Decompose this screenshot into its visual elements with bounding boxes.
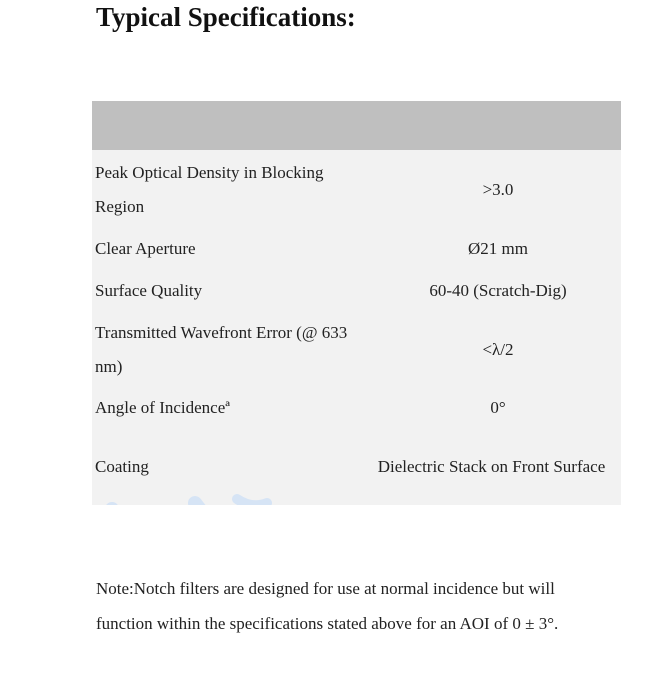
spec-value-coating: Dielectric Stack on Front Surface [377, 457, 606, 476]
spec-label-coating: Coating [95, 457, 149, 476]
spec-value-clear-aperture: Ø21 mm [468, 239, 528, 258]
spec-value-surface-quality: 60-40 (Scratch-Dig) [429, 281, 567, 300]
spec-label-clear-aperture: Clear Aperture [95, 239, 196, 258]
spec-table [92, 101, 621, 505]
spec-label-angle-of-incidence: Angle of Incidenceª [95, 398, 230, 417]
spec-label-wavefront-error: Transmitted Wavefront Error (@ 633 nm) [95, 323, 348, 376]
spec-label-peak-od: Peak Optical Density in Blocking Region [95, 163, 324, 216]
spec-label-surface-quality: Surface Quality [95, 281, 203, 300]
table-header-band [92, 101, 621, 150]
note-paragraph: Note:Notch filters are designed for use at normal incidence but will function within the specifications stated above for an AOI of 0 ± 3°. [96, 579, 559, 633]
spec-value-wavefront-error: <λ/2 [482, 340, 514, 359]
page-title: Typical Specifications: [96, 2, 356, 32]
spec-value-peak-od: >3.0 [482, 180, 514, 199]
spec-value-angle-of-incidence: 0° [490, 398, 506, 417]
